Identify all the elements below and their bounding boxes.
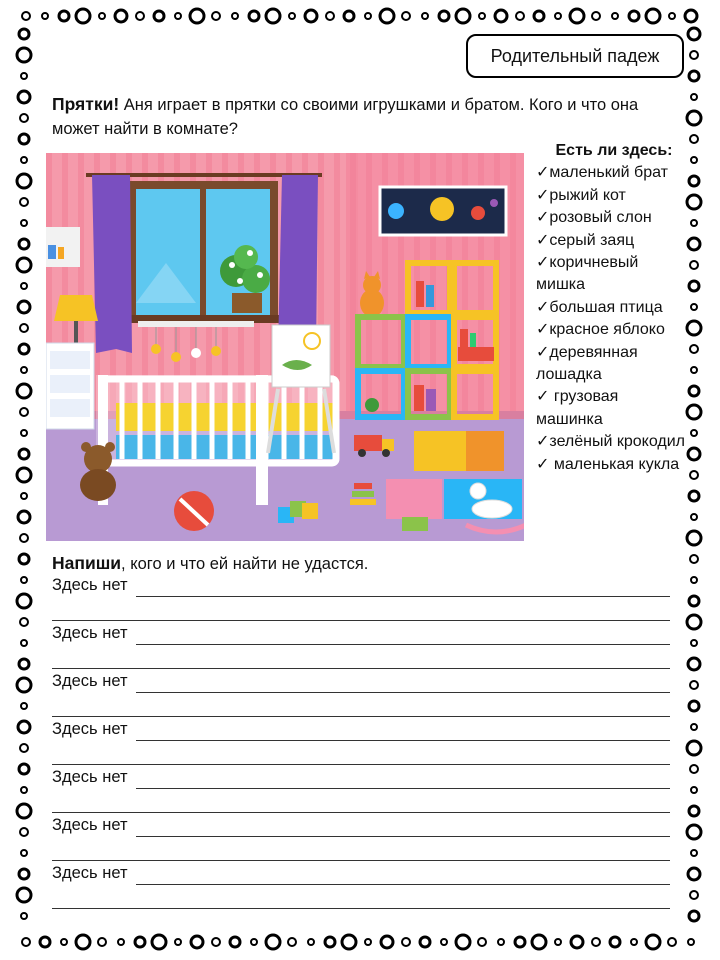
border-circle bbox=[21, 913, 27, 919]
border-circle bbox=[17, 678, 31, 692]
border-circle bbox=[20, 324, 28, 332]
answer-continuation-row bbox=[52, 744, 672, 768]
border-circle bbox=[308, 939, 314, 945]
border-circle bbox=[21, 493, 27, 499]
intro-paragraph bbox=[52, 92, 672, 141]
task-instruction bbox=[52, 553, 368, 574]
answer-line[interactable] bbox=[136, 836, 670, 837]
border-circle bbox=[555, 13, 561, 19]
border-circle bbox=[19, 764, 29, 774]
answer-continuation-row bbox=[52, 792, 672, 816]
border-circle bbox=[669, 13, 675, 19]
border-circle bbox=[19, 554, 29, 564]
border-circle bbox=[20, 744, 28, 752]
border-circle bbox=[691, 640, 697, 646]
border-circle bbox=[691, 514, 697, 520]
border-circle bbox=[326, 12, 334, 20]
answer-row bbox=[52, 576, 672, 600]
border-circle bbox=[22, 12, 30, 20]
border-circle bbox=[19, 449, 29, 459]
border-circle bbox=[19, 659, 29, 669]
border-circle bbox=[646, 935, 660, 949]
border-circle bbox=[689, 176, 699, 186]
border-circle bbox=[212, 12, 220, 20]
checklist-item: ✓зелёный крокодил bbox=[536, 433, 686, 451]
border-circle bbox=[688, 238, 700, 250]
border-circle bbox=[76, 9, 90, 23]
answer-row bbox=[52, 864, 672, 888]
border-circle bbox=[325, 937, 335, 947]
border-circle bbox=[690, 135, 698, 143]
border-circle bbox=[479, 13, 485, 19]
border-circle bbox=[42, 13, 48, 19]
border-circle bbox=[691, 430, 697, 436]
border-circle bbox=[610, 937, 620, 947]
checklist-item: ✓коричневый мишка bbox=[536, 254, 639, 294]
border-circle bbox=[21, 73, 27, 79]
answer-label: Здесь нет bbox=[52, 864, 128, 882]
answer-label: Здесь нет bbox=[52, 816, 128, 834]
checklist-item: ✓ маленькая кукла bbox=[536, 455, 680, 473]
border-circle bbox=[570, 9, 584, 23]
border-circle bbox=[691, 367, 697, 373]
border-circle bbox=[19, 869, 29, 879]
border-circle bbox=[534, 11, 544, 21]
border-circle bbox=[456, 935, 470, 949]
checklist-item: ✓деревянная лошадка bbox=[536, 343, 638, 384]
answer-label: Здесь нет bbox=[52, 672, 128, 690]
border-circle bbox=[21, 157, 27, 163]
border-circle bbox=[380, 9, 394, 23]
border-circle bbox=[22, 938, 30, 946]
border-circle bbox=[20, 408, 28, 416]
border-circle bbox=[21, 367, 27, 373]
answer-line[interactable] bbox=[136, 788, 670, 789]
border-circle bbox=[21, 220, 27, 226]
border-circle bbox=[689, 596, 699, 606]
border-circle bbox=[592, 12, 600, 20]
border-circle bbox=[532, 935, 546, 949]
answer-row bbox=[52, 672, 672, 696]
answer-lines bbox=[52, 576, 672, 912]
border-circle bbox=[40, 937, 50, 947]
border-circle bbox=[612, 13, 618, 19]
border-circle bbox=[690, 51, 698, 59]
answer-label: Здесь нет bbox=[52, 720, 128, 738]
answer-row bbox=[52, 624, 672, 648]
border-circle bbox=[631, 939, 637, 945]
border-circle bbox=[19, 344, 29, 354]
task-text: , кого и что ей найти не удастся. bbox=[121, 555, 369, 573]
border-circle bbox=[688, 939, 694, 945]
border-circle bbox=[688, 658, 700, 670]
answer-line[interactable] bbox=[52, 764, 670, 765]
border-circle bbox=[98, 938, 106, 946]
border-circle bbox=[232, 13, 238, 19]
border-circle bbox=[21, 703, 27, 709]
border-circle bbox=[20, 534, 28, 542]
border-circle bbox=[687, 405, 701, 419]
answer-line[interactable] bbox=[52, 812, 670, 813]
intro-heading: Прятки! bbox=[52, 94, 120, 114]
border-circle bbox=[691, 850, 697, 856]
border-circle bbox=[21, 787, 27, 793]
red-ball bbox=[174, 491, 214, 531]
intro-text: Аня играет в прятки со своими игрушками и братом. Кого и что она может найти в комнате? bbox=[52, 96, 639, 138]
border-circle bbox=[688, 28, 700, 40]
border-circle bbox=[690, 261, 698, 269]
border-circle bbox=[516, 12, 524, 20]
border-circle bbox=[135, 937, 145, 947]
border-circle bbox=[689, 911, 699, 921]
border-circle bbox=[21, 850, 27, 856]
answer-continuation-row bbox=[52, 648, 672, 672]
answer-line[interactable] bbox=[136, 692, 670, 693]
border-circle bbox=[687, 111, 701, 125]
border-circle bbox=[61, 939, 67, 945]
border-circle bbox=[690, 765, 698, 773]
checklist-item: ✓ грузовая машинка bbox=[536, 388, 619, 428]
border-circle bbox=[18, 91, 30, 103]
border-circle bbox=[498, 939, 504, 945]
border-circle bbox=[687, 741, 701, 755]
dresser bbox=[46, 343, 94, 429]
answer-label: Здесь нет bbox=[52, 768, 128, 786]
answer-row bbox=[52, 720, 672, 744]
border-circle bbox=[365, 13, 371, 19]
border-circle bbox=[689, 701, 699, 711]
border-circle bbox=[691, 577, 697, 583]
border-circle bbox=[691, 304, 697, 310]
border-circle bbox=[629, 11, 639, 21]
answer-label: Здесь нет bbox=[52, 624, 128, 642]
answer-continuation-row bbox=[52, 696, 672, 720]
border-circle bbox=[478, 938, 486, 946]
border-circle bbox=[191, 936, 203, 948]
border-circle bbox=[687, 615, 701, 629]
task-heading: Напиши bbox=[52, 553, 122, 573]
border-circle bbox=[20, 618, 28, 626]
border-circle bbox=[439, 11, 449, 21]
border-circle bbox=[689, 806, 699, 816]
checklist-item: ✓маленький брат bbox=[536, 164, 668, 182]
border-circle bbox=[402, 12, 410, 20]
border-circle bbox=[515, 937, 525, 947]
answer-line[interactable] bbox=[136, 644, 670, 645]
border-circle bbox=[20, 114, 28, 122]
border-circle bbox=[249, 11, 259, 21]
border-circle bbox=[689, 386, 699, 396]
answer-line[interactable] bbox=[136, 884, 670, 885]
checklist bbox=[536, 140, 686, 476]
border-circle bbox=[152, 935, 166, 949]
border-circle bbox=[175, 939, 181, 945]
border-circle bbox=[76, 935, 90, 949]
border-circle bbox=[690, 681, 698, 689]
answer-line[interactable] bbox=[52, 716, 670, 717]
border-circle bbox=[230, 937, 240, 947]
border-circle bbox=[691, 787, 697, 793]
border-circle bbox=[21, 577, 27, 583]
border-circle bbox=[646, 9, 660, 23]
answer-continuation-row bbox=[52, 888, 672, 912]
wall-shelf bbox=[46, 227, 80, 267]
border-circle bbox=[266, 9, 280, 23]
border-circle bbox=[690, 891, 698, 899]
border-circle bbox=[668, 938, 676, 946]
border-circle bbox=[21, 640, 27, 646]
border-circle bbox=[19, 29, 29, 39]
border-circle bbox=[456, 9, 470, 23]
border-circle bbox=[691, 157, 697, 163]
border-circle bbox=[342, 935, 356, 949]
border-circle bbox=[118, 939, 124, 945]
border-circle bbox=[691, 220, 697, 226]
border-circle bbox=[381, 936, 393, 948]
border-circle bbox=[18, 301, 30, 313]
page-title: Родительный падеж bbox=[466, 34, 684, 78]
border-circle bbox=[690, 471, 698, 479]
border-circle bbox=[21, 430, 27, 436]
border-circle bbox=[59, 11, 69, 21]
kids-room-illustration bbox=[46, 153, 524, 541]
border-circle bbox=[685, 10, 697, 22]
border-circle bbox=[21, 283, 27, 289]
border-circle bbox=[20, 198, 28, 206]
answer-line[interactable] bbox=[52, 668, 670, 669]
border-circle bbox=[592, 938, 600, 946]
border-circle bbox=[495, 10, 507, 22]
border-circle bbox=[18, 721, 30, 733]
border-circle bbox=[688, 448, 700, 460]
border-circle bbox=[99, 13, 105, 19]
answer-line[interactable] bbox=[136, 596, 670, 597]
checklist-item: ✓красное яблоко bbox=[536, 321, 665, 339]
border-circle bbox=[687, 825, 701, 839]
border-circle bbox=[420, 937, 430, 947]
border-circle bbox=[115, 10, 127, 22]
border-circle bbox=[154, 11, 164, 21]
checklist-item: ✓серый заяц bbox=[536, 231, 635, 249]
border-circle bbox=[289, 13, 295, 19]
answer-line[interactable] bbox=[52, 860, 670, 861]
checklist-header: Есть ли здесь: bbox=[555, 142, 673, 159]
border-circle bbox=[365, 939, 371, 945]
answer-row bbox=[52, 768, 672, 792]
border-circle bbox=[688, 868, 700, 880]
border-circle bbox=[687, 195, 701, 209]
answer-line[interactable] bbox=[52, 620, 670, 621]
border-circle bbox=[17, 48, 31, 62]
border-circle bbox=[689, 281, 699, 291]
border-circle bbox=[689, 71, 699, 81]
border-circle bbox=[305, 10, 317, 22]
border-circle bbox=[251, 939, 257, 945]
border-circle bbox=[212, 938, 220, 946]
checklist-item: ✓розовый слон bbox=[536, 209, 652, 227]
border-circle bbox=[136, 12, 144, 20]
border-circle bbox=[17, 258, 31, 272]
border-circle bbox=[190, 9, 204, 23]
checklist-item: ✓большая птица bbox=[536, 298, 663, 316]
border-circle bbox=[691, 94, 697, 100]
answer-label: Здесь нет bbox=[52, 576, 128, 594]
border-circle bbox=[17, 384, 31, 398]
border-circle bbox=[288, 938, 296, 946]
border-circle bbox=[17, 174, 31, 188]
border-circle bbox=[266, 935, 280, 949]
border-circle bbox=[175, 13, 181, 19]
answer-continuation-row bbox=[52, 600, 672, 624]
border-circle bbox=[571, 936, 583, 948]
border-circle bbox=[19, 239, 29, 249]
border-circle bbox=[422, 13, 428, 19]
border-circle bbox=[402, 938, 410, 946]
border-circle bbox=[17, 594, 31, 608]
border-circle bbox=[690, 555, 698, 563]
border-circle bbox=[687, 321, 701, 335]
border-circle bbox=[555, 939, 561, 945]
border-circle bbox=[17, 804, 31, 818]
border-circle bbox=[18, 511, 30, 523]
border-circle bbox=[441, 939, 447, 945]
answer-continuation-row bbox=[52, 840, 672, 864]
border-circle bbox=[344, 11, 354, 21]
answer-line[interactable] bbox=[52, 908, 670, 909]
border-circle bbox=[690, 345, 698, 353]
space-poster bbox=[380, 187, 506, 235]
border-circle bbox=[17, 468, 31, 482]
border-circle bbox=[691, 724, 697, 730]
answer-row bbox=[52, 816, 672, 840]
checklist-item: ✓рыжий кот bbox=[536, 186, 626, 204]
border-circle bbox=[689, 491, 699, 501]
border-circle bbox=[20, 828, 28, 836]
border-circle bbox=[687, 531, 701, 545]
green-block bbox=[402, 517, 428, 531]
border-circle bbox=[19, 134, 29, 144]
answer-line[interactable] bbox=[136, 740, 670, 741]
border-circle bbox=[17, 888, 31, 902]
